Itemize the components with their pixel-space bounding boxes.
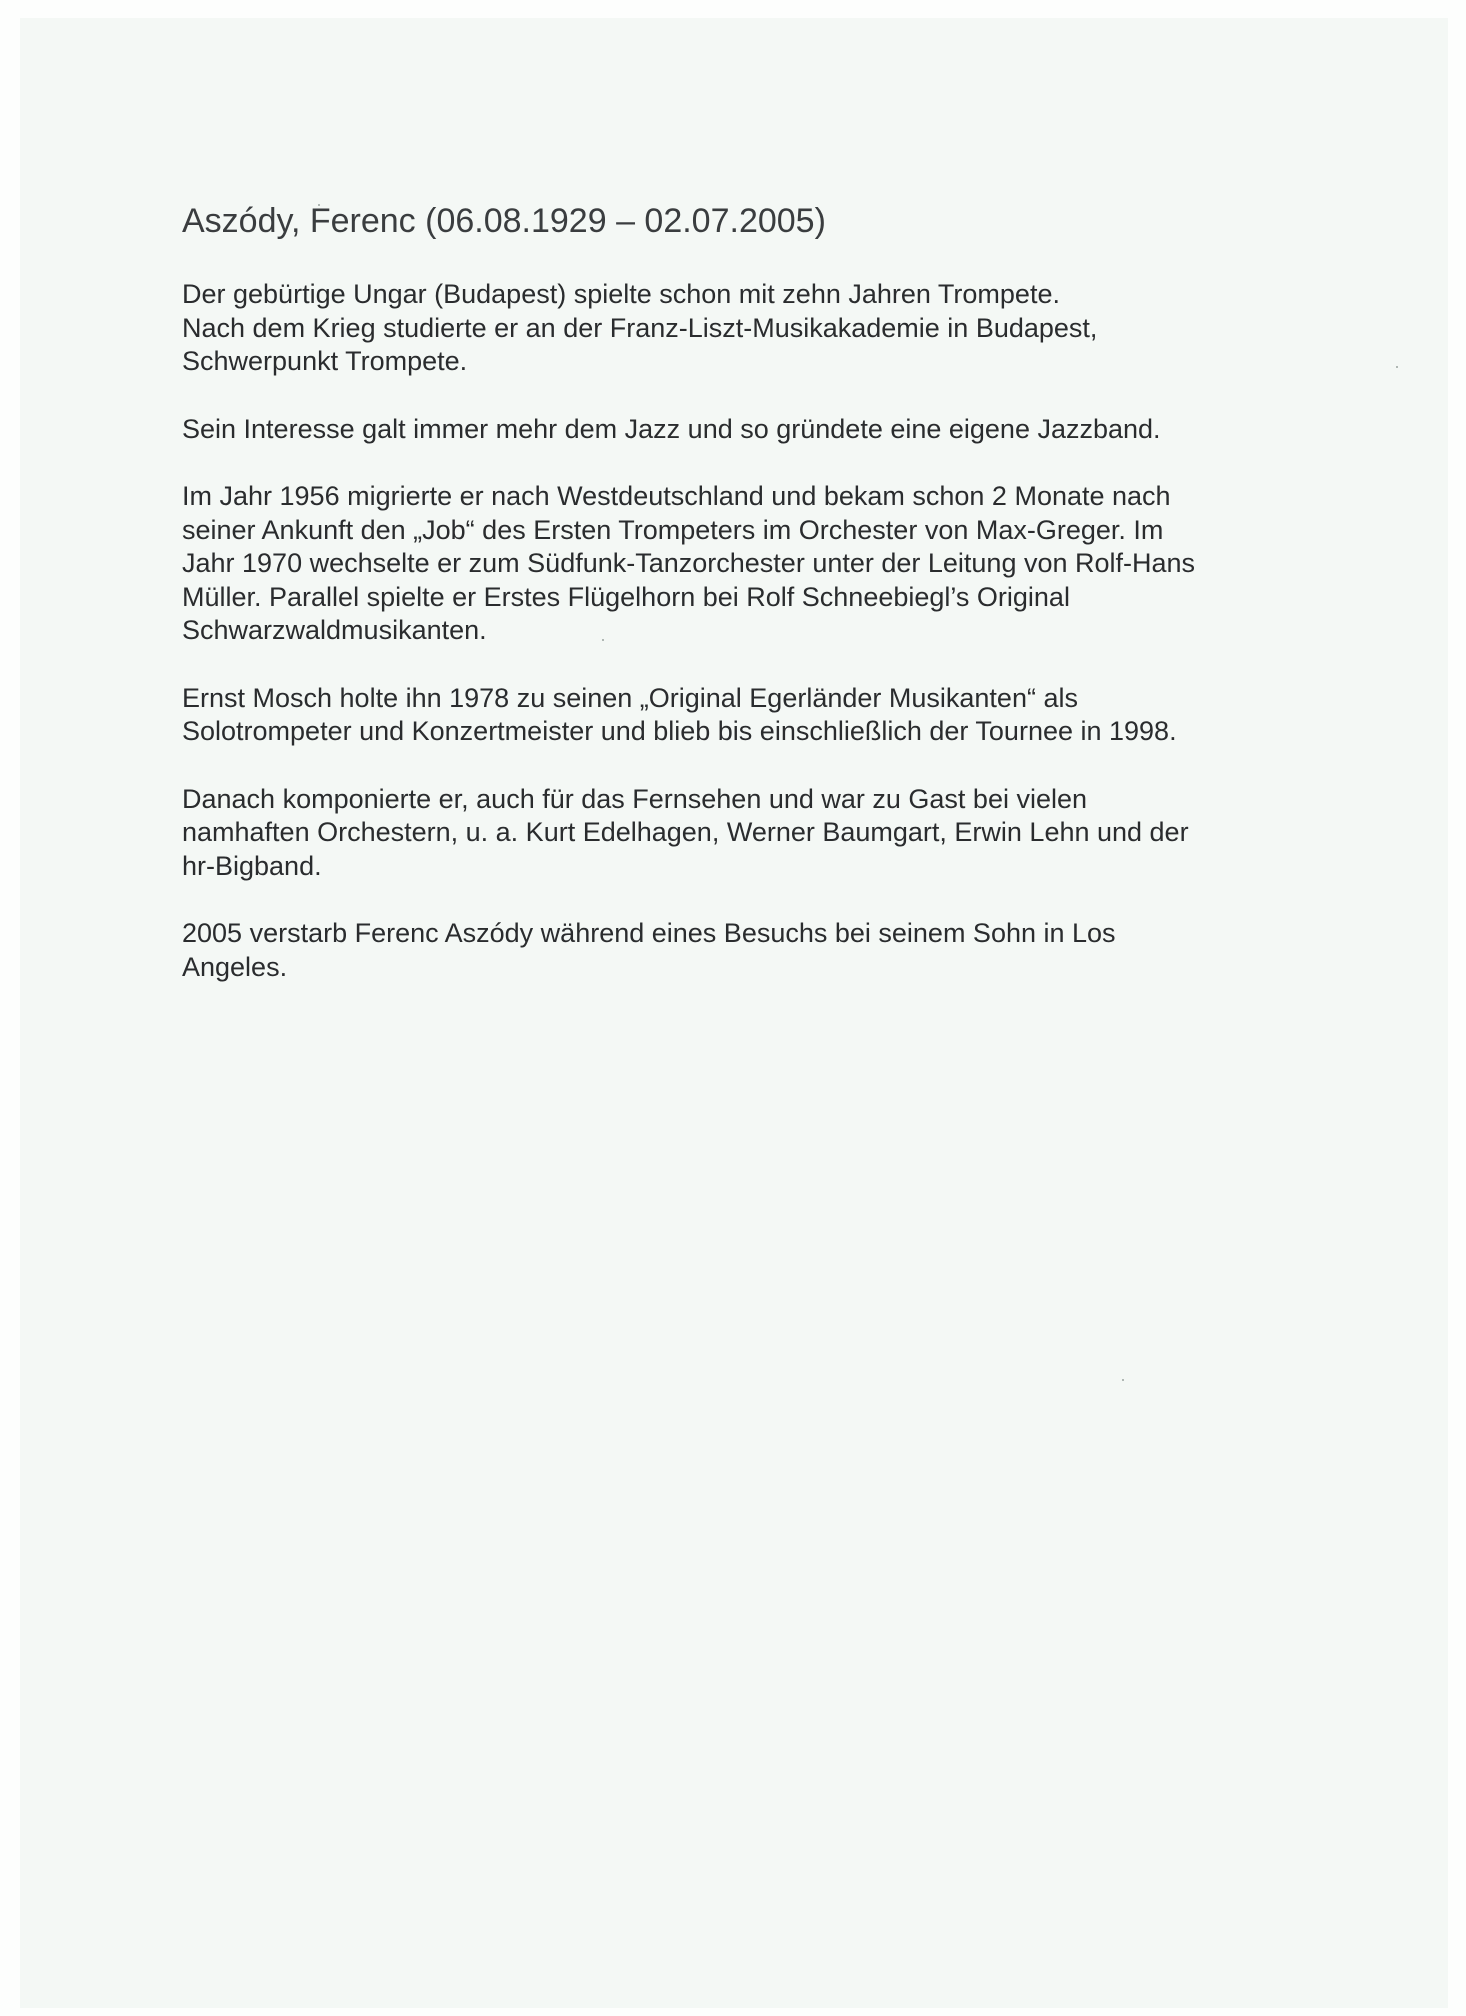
scan-speck xyxy=(1396,366,1398,368)
text-line: Müller. Parallel spielte er Erstes Flügelhorn bei Rolf Schneebiegl’s Original xyxy=(182,581,1070,612)
text-line: Sein Interesse galt immer mehr dem Jazz und so gründete eine eigene Jazzband. xyxy=(182,413,1161,444)
text-line: namhaften Orchestern, u. a. Kurt Edelhagen, Werner Baumgart, Erwin Lehn und der xyxy=(182,817,1189,847)
text-line: Jahr 1970 wechselte er zum Südfunk-Tanzorchester unter der Leitung von Rolf-Hans xyxy=(182,548,1196,578)
paragraph-death xyxy=(182,917,1322,984)
text-line: Schwerpunkt Trompete. xyxy=(182,346,468,376)
text-line: Angeles. xyxy=(182,951,288,982)
text-line: Nach dem Krieg studierte er an der Franz-Liszt-Musikakademie in Budapest, xyxy=(182,312,1098,343)
text-line: Im Jahr 1956 migrierte er nach Westdeutschland und bekam schon 2 Monate nach xyxy=(182,481,1171,511)
paragraph-emigration xyxy=(182,480,1322,648)
text-line: seiner Ankunft den „Job“ des Ersten Trompeters im Orchester von Max-Greger. Im xyxy=(182,514,1164,545)
text-line: Solotrompeter und Konzertmeister und blieb bis einschließlich der Tournee in 1998. xyxy=(182,716,1177,746)
text-line: Ernst Mosch holte ihn 1978 zu seinen „Original Egerländer Musikanten“ als xyxy=(182,682,1078,713)
paragraph-jazz xyxy=(182,413,1322,447)
text-line: Schwarzwaldmusikanten. xyxy=(182,615,487,645)
biography-text xyxy=(182,278,1322,1018)
paragraph-later-career xyxy=(182,783,1322,884)
text-line: Danach komponierte er, auch für das Fernsehen und war zu Gast bei vielen xyxy=(182,783,1088,814)
paragraph-egerlaender xyxy=(182,682,1322,749)
text-line: hr-Bigband. xyxy=(182,850,322,881)
text-line: Der gebürtige Ungar (Budapest) spielte schon mit zehn Jahren Trompete. xyxy=(182,279,1060,309)
text-line: 2005 verstarb Ferenc Aszódy während eines Besuchs bei seinem Sohn in Los xyxy=(182,918,1116,948)
paragraph-childhood xyxy=(182,278,1322,379)
page-title: Aszódy, Ferenc (06.08.1929 – 02.07.2005) xyxy=(182,202,826,240)
scan-speck xyxy=(1122,1379,1124,1381)
